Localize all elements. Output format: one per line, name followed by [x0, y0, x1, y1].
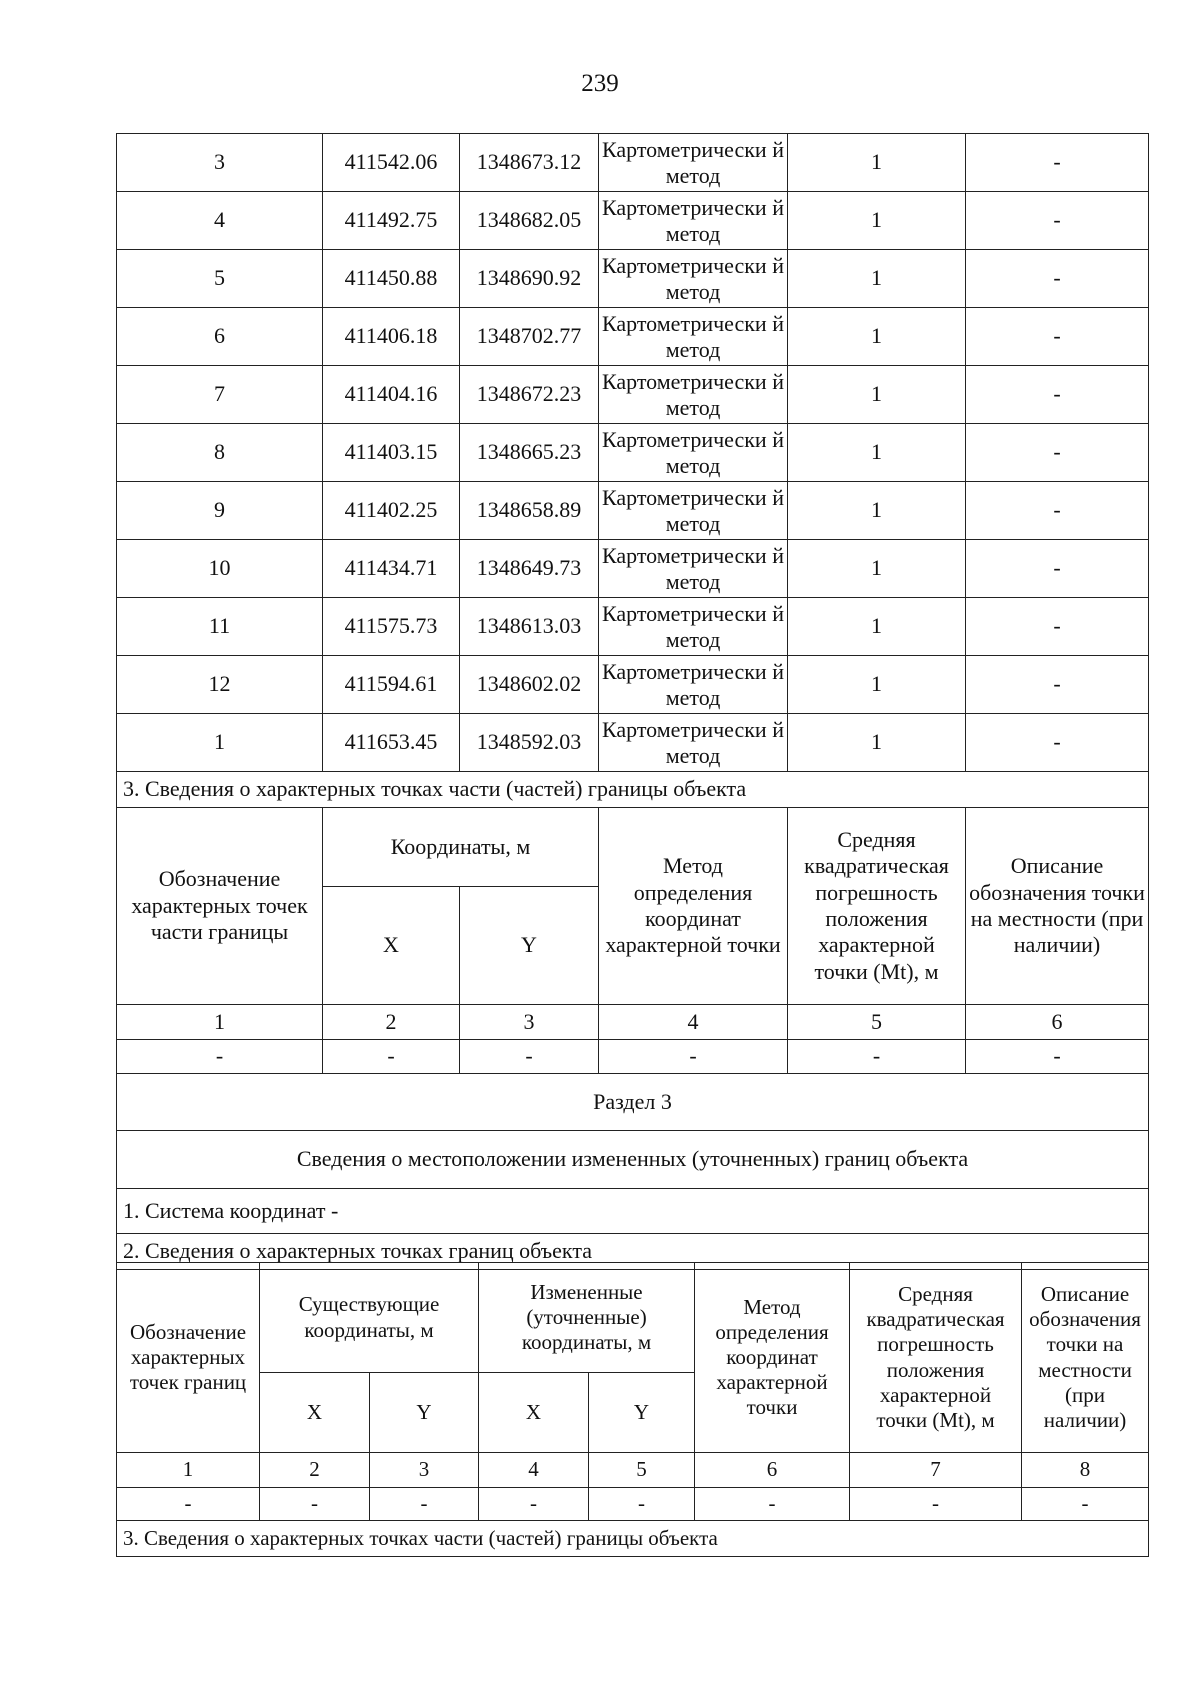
- coord-x: 411542.06: [323, 134, 460, 192]
- header-x-existing: X: [260, 1373, 370, 1453]
- point-number: 4: [117, 192, 323, 250]
- method: Картометрически й метод: [599, 192, 788, 250]
- table-row: [117, 656, 1149, 714]
- point-number: 1: [117, 714, 323, 772]
- coord-y: 1348702.77: [460, 308, 599, 366]
- method: Картометрически й метод: [599, 540, 788, 598]
- point-number: 6: [117, 308, 323, 366]
- section3-subtitle: Сведения о местоположении измененных (уточненных) границ объекта: [117, 1131, 1149, 1189]
- coord-system: 1. Система координат -: [117, 1189, 1149, 1234]
- header-x: X: [323, 887, 460, 1005]
- boundary-points-table: [116, 133, 1149, 1270]
- method: Картометрически й метод: [599, 482, 788, 540]
- method: Картометрически й метод: [599, 424, 788, 482]
- table-row: [117, 192, 1149, 250]
- empty-cell: -: [460, 1040, 599, 1074]
- header-y: Y: [460, 887, 599, 1005]
- mt-value: 1: [788, 482, 966, 540]
- coord-x: 411402.25: [323, 482, 460, 540]
- col-number: 2: [323, 1005, 460, 1040]
- header-desc: Описание обозначения точки на местности (при наличии): [1022, 1263, 1149, 1453]
- point-number: 11: [117, 598, 323, 656]
- empty-cell: -: [323, 1040, 460, 1074]
- coord-x: 411406.18: [323, 308, 460, 366]
- col-number: 3: [460, 1005, 599, 1040]
- coord-x: 411653.45: [323, 714, 460, 772]
- description: -: [966, 540, 1149, 598]
- mt-value: 1: [788, 366, 966, 424]
- header-designation: Обозначение характерных точек границ: [117, 1263, 260, 1453]
- part3-title: 3. Сведения о характерных точках части (частей) границы объекта: [117, 772, 1149, 808]
- column-numbers-row: [117, 1005, 1149, 1040]
- description: -: [966, 308, 1149, 366]
- col-number: 1: [117, 1453, 260, 1488]
- empty-cell: -: [260, 1488, 370, 1521]
- header-designation: Обозначение характерных точек части границы: [117, 808, 323, 1005]
- table-row: [117, 308, 1149, 366]
- empty-cell: -: [695, 1488, 850, 1521]
- header-y-changed: Y: [589, 1373, 695, 1453]
- section3-part3-title: 3. Сведения о характерных точках части (частей) границы объекта: [117, 1521, 1149, 1557]
- section3-title: Раздел 3: [117, 1074, 1149, 1131]
- coord-x: 411492.75: [323, 192, 460, 250]
- point-number: 7: [117, 366, 323, 424]
- empty-cell: -: [117, 1488, 260, 1521]
- page-number: 239: [581, 70, 619, 97]
- description: -: [966, 714, 1149, 772]
- coord-y: 1348649.73: [460, 540, 599, 598]
- col-number: 4: [599, 1005, 788, 1040]
- method: Картометрически й метод: [599, 250, 788, 308]
- col-number: 1: [117, 1005, 323, 1040]
- col-number: 5: [788, 1005, 966, 1040]
- coord-x: 411404.16: [323, 366, 460, 424]
- table-row: [117, 424, 1149, 482]
- mt-value: 1: [788, 540, 966, 598]
- coord-x: 411434.71: [323, 540, 460, 598]
- description: -: [966, 134, 1149, 192]
- point-number: 9: [117, 482, 323, 540]
- header-x-changed: X: [479, 1373, 589, 1453]
- description: -: [966, 656, 1149, 714]
- empty-cell: -: [117, 1040, 323, 1074]
- coord-x: 411450.88: [323, 250, 460, 308]
- empty-cell: -: [1022, 1488, 1149, 1521]
- coord-y: 1348602.02: [460, 656, 599, 714]
- table-row: [117, 366, 1149, 424]
- table-row: [117, 250, 1149, 308]
- header-method: Метод определения координат характерной точки: [599, 808, 788, 1005]
- point-number: 12: [117, 656, 323, 714]
- header-existing: Существующие координаты, м: [260, 1263, 479, 1373]
- empty-cell: -: [850, 1488, 1022, 1521]
- header-mt: Средняя квадратическая погрешность положения характерной точки (Mt), м: [850, 1263, 1022, 1453]
- empty-cell: -: [966, 1040, 1149, 1074]
- method: Картометрически й метод: [599, 308, 788, 366]
- empty-cell: -: [479, 1488, 589, 1521]
- mt-value: 1: [788, 250, 966, 308]
- header-changed: Измененные (уточненные) координаты, м: [479, 1263, 695, 1373]
- empty-row: [117, 1488, 1149, 1521]
- empty-cell: -: [370, 1488, 479, 1521]
- description: -: [966, 366, 1149, 424]
- mt-value: 1: [788, 134, 966, 192]
- coord-x: 411403.15: [323, 424, 460, 482]
- header-desc: Описание обозначения точки на местности (при наличии): [966, 808, 1149, 1005]
- coord-y: 1348658.89: [460, 482, 599, 540]
- empty-cell: -: [589, 1488, 695, 1521]
- col-number: 8: [1022, 1453, 1149, 1488]
- boundary-points-title: 2. Сведения о характерных точках границ объекта: [117, 1234, 1149, 1270]
- mt-value: 1: [788, 424, 966, 482]
- header-method: Метод определения координат характерной точки: [695, 1263, 850, 1453]
- mt-value: 1: [788, 192, 966, 250]
- mt-value: 1: [788, 714, 966, 772]
- empty-cell: -: [788, 1040, 966, 1074]
- coord-y: 1348673.12: [460, 134, 599, 192]
- table-row: [117, 482, 1149, 540]
- table-row: [117, 598, 1149, 656]
- empty-row: [117, 1040, 1149, 1074]
- coord-y: 1348672.23: [460, 366, 599, 424]
- coord-x: 411594.61: [323, 656, 460, 714]
- coord-y: 1348665.23: [460, 424, 599, 482]
- col-number: 6: [966, 1005, 1149, 1040]
- description: -: [966, 250, 1149, 308]
- header-coords: Координаты, м: [323, 808, 599, 887]
- table-row: [117, 134, 1149, 192]
- coord-x: 411575.73: [323, 598, 460, 656]
- header-mt: Средняя квадратическая погрешность положения характерной точки (Mt), м: [788, 808, 966, 1005]
- method: Картометрически й метод: [599, 598, 788, 656]
- point-number: 5: [117, 250, 323, 308]
- description: -: [966, 192, 1149, 250]
- empty-cell: -: [599, 1040, 788, 1074]
- description: -: [966, 482, 1149, 540]
- method: Картометрически й метод: [599, 656, 788, 714]
- mt-value: 1: [788, 598, 966, 656]
- col-number: 6: [695, 1453, 850, 1488]
- changed-boundaries-table: [116, 1262, 1149, 1557]
- point-number: 3: [117, 134, 323, 192]
- method: Картометрически й метод: [599, 134, 788, 192]
- method: Картометрически й метод: [599, 366, 788, 424]
- point-number: 8: [117, 424, 323, 482]
- method: Картометрически й метод: [599, 714, 788, 772]
- col-number: 3: [370, 1453, 479, 1488]
- point-number: 10: [117, 540, 323, 598]
- table-row: [117, 714, 1149, 772]
- col-number: 2: [260, 1453, 370, 1488]
- coord-y: 1348592.03: [460, 714, 599, 772]
- col-number: 4: [479, 1453, 589, 1488]
- coord-y: 1348690.92: [460, 250, 599, 308]
- description: -: [966, 424, 1149, 482]
- description: -: [966, 598, 1149, 656]
- mt-value: 1: [788, 656, 966, 714]
- column-numbers-row: [117, 1453, 1149, 1488]
- col-number: 7: [850, 1453, 1022, 1488]
- col-number: 5: [589, 1453, 695, 1488]
- table-row: [117, 540, 1149, 598]
- header-y-existing: Y: [370, 1373, 479, 1453]
- coord-y: 1348682.05: [460, 192, 599, 250]
- coord-y: 1348613.03: [460, 598, 599, 656]
- mt-value: 1: [788, 308, 966, 366]
